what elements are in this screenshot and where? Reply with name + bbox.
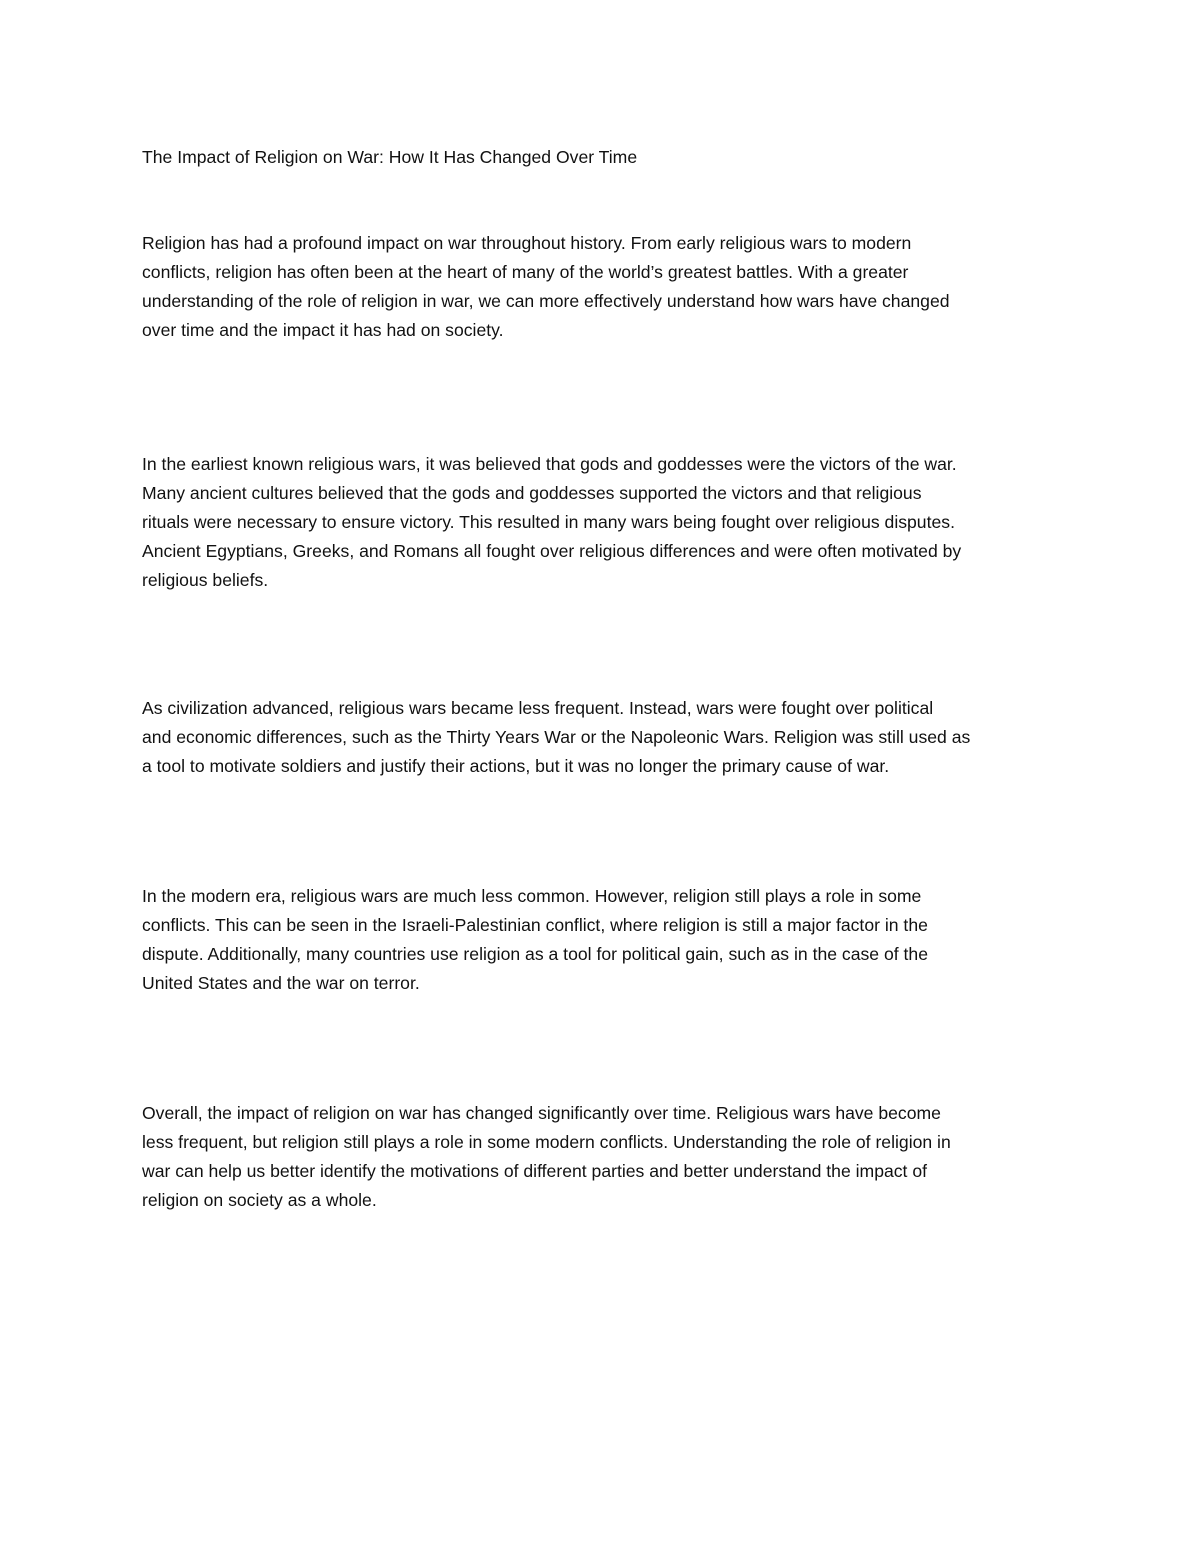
paragraph-line: rituals were necessary to ensure victory. This resulted in many wars being fought over religious disputes. (142, 512, 955, 532)
paragraph-line: a tool to motivate soldiers and justify their actions, but it was no longer the primary cause of war. (142, 756, 890, 776)
paragraph-line: In the earliest known religious wars, it was believed that gods and goddesses were the victors of the war. (142, 454, 957, 474)
paragraph-earliest-wars (142, 450, 1072, 595)
paragraph-line: Ancient Egyptians, Greeks, and Romans all fought over religious differences and were often motivated by (142, 541, 962, 561)
paragraph-line: religious beliefs. (142, 570, 269, 590)
paragraph-line: In the modern era, religious wars are much less common. However, religion still plays a role in some (142, 886, 922, 906)
paragraph-modern-era (142, 882, 1072, 998)
document-title: The Impact of Religion on War: How It Has Changed Over Time (142, 147, 638, 167)
paragraph-line: and economic differences, such as the Thirty Years War or the Napoleonic Wars. Religion was still used as (142, 727, 971, 747)
paragraph-civilization-advanced (142, 694, 1072, 781)
paragraph-line: war can help us better identify the motivations of different parties and better understand the impact of (142, 1161, 928, 1181)
paragraph-line: over time and the impact it has had on society. (142, 320, 504, 340)
paragraph-line: conflicts, religion has often been at the heart of many of the world’s greatest battles. With a greater (142, 262, 909, 282)
paragraph-line: Overall, the impact of religion on war has changed significantly over time. Religious wars have become (142, 1103, 941, 1123)
paragraph-line: United States and the war on terror. (142, 973, 420, 993)
paragraph-line: As civilization advanced, religious wars became less frequent. Instead, wars were fought over political (142, 698, 934, 718)
paragraph-conclusion (142, 1099, 1072, 1215)
paragraph-line: conflicts. This can be seen in the Israeli-Palestinian conflict, where religion is still a major factor in the (142, 915, 928, 935)
paragraph-line: religion on society as a whole. (142, 1190, 377, 1210)
paragraph-line: understanding of the role of religion in war, we can more effectively understand how wars have changed (142, 291, 950, 311)
paragraph-line: Religion has had a profound impact on war throughout history. From early religious wars to modern (142, 233, 912, 253)
paragraph-line: dispute. Additionally, many countries use religion as a tool for political gain, such as in the case of the (142, 944, 928, 964)
paragraph-line: less frequent, but religion still plays a role in some modern conflicts. Understanding the role of religion in (142, 1132, 951, 1152)
paragraph-line: Many ancient cultures believed that the gods and goddesses supported the victors and that religious (142, 483, 922, 503)
paragraph-introduction (142, 229, 1072, 345)
